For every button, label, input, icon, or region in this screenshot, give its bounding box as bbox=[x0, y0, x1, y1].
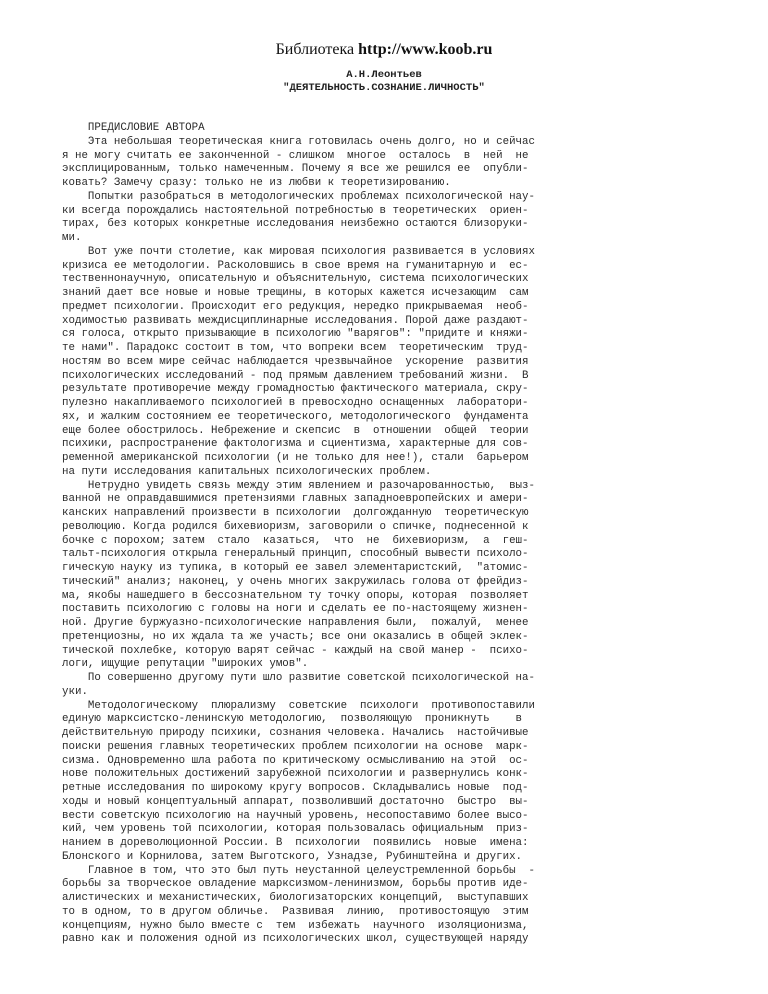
text-line: тальт-психология открыла генеральный принцип, способный вывести психоло- bbox=[62, 548, 529, 561]
text-line: то в одном, то в другом обличье. Развивая линию, противостоящую этим bbox=[62, 905, 529, 918]
text-line: ми. bbox=[62, 232, 82, 244]
text-line: тественнонаучную, описательную и объяснительную, система психологических bbox=[62, 273, 529, 286]
text-line: Главное в том, что это был путь неустанной целеустремленной борьбы - bbox=[62, 864, 535, 877]
text-line: нове положительных достижений зарубежной психологии и развернулись конк- bbox=[62, 768, 529, 781]
text-line: Вот уже почти столетие, как мировая психология развивается в условиях bbox=[62, 245, 535, 258]
text-line: ма, якобы нашедшего в бессознательном ту точку опоры, которая позволяет bbox=[62, 589, 529, 602]
text-line: ной. Другие буржуазно-психологические направления были, пожалуй, менее bbox=[62, 617, 529, 629]
text-line: канских направлений произвести в психологии долгожданную теоретическую bbox=[62, 507, 529, 519]
text-line: Попытки разобраться в методологических проблемах психологической нау- bbox=[62, 190, 535, 203]
text-line: претенциозны, но их ждала та же участь; все они оказались в общей эклек- bbox=[62, 630, 529, 643]
text-line: я не могу считать ее законченной - слишком многое осталось в ней не bbox=[62, 149, 529, 162]
text-line: ся голоса, открыто призывающие в психологию "варягов": "придите и княжи- bbox=[62, 328, 529, 341]
book-title: "ДЕЯТЕЛЬНОСТЬ.СОЗНАНИЕ.ЛИЧНОСТЬ" bbox=[283, 82, 485, 94]
text-line: ковать? Замечу сразу: только не из любви к теоретизированию. bbox=[62, 177, 451, 189]
text-line: те нами". Парадокс состоит в том, что вопреки всем теоретическим труд- bbox=[62, 342, 529, 354]
text-line: ходимостью развивать междисциплинарные исследования. Порой даже раздают- bbox=[62, 314, 529, 327]
library-header bbox=[0, 41, 768, 59]
text-line: действительную природу психики, сознания человека. Начались настойчивые bbox=[62, 727, 529, 739]
text-line: психологических исследований - под прямым давлением требований жизни. В bbox=[62, 369, 529, 382]
text-line: революцию. Когда родился бихевиоризм, заговорили о спичке, поднесенной к bbox=[62, 520, 529, 533]
text-line: кий, чем уровень той психологии, которая пользовалась официальным приз- bbox=[62, 823, 529, 836]
text-line: бочке с порохом; затем стало казаться, что не бихевиоризм, а геш- bbox=[62, 534, 529, 547]
library-label: Библиотека bbox=[275, 41, 355, 58]
text-line: Нетрудно увидеть связь между этим явлением и разочарованностью, выз- bbox=[62, 479, 535, 492]
text-line: поиски решения главных теоретических проблем психологии на основе марк- bbox=[62, 740, 529, 753]
text-line: уки. bbox=[62, 685, 88, 698]
text-line: тической похлебке, которую варят сейчас - каждый на свой манер - психо- bbox=[62, 644, 529, 657]
text-line: кризиса ее методологии. Расколовшись в свое время на гуманитарную и ес- bbox=[62, 259, 529, 272]
text-line: Методологическому плюрализму советские психологи противопоставили bbox=[62, 699, 535, 712]
text-line: результате противоречие между громадностью фактического материала, скру- bbox=[62, 383, 529, 396]
text-line: ки всегда порождались настоятельной потребностью в теоретических ориен- bbox=[62, 204, 529, 217]
text-line: гическую науку из тупика, в который ее завел элементаристский, "атомис- bbox=[62, 562, 529, 574]
text-line: алистических и механистических, биологизаторских концепций, выступавших bbox=[62, 892, 529, 904]
text-line: пулезно накапливаемого психологией в превосходно оснащенных лаборатори- bbox=[62, 397, 529, 409]
text-line: еще более обострилось. Небрежение и скепсис в отношении общей теории bbox=[62, 424, 529, 437]
text-line: тический" анализ; наконец, у очень многих закружилась голова от фрейдиз- bbox=[62, 575, 529, 588]
text-line: знаний дает все новые и новые трещины, в которых кажется исчезающим сам bbox=[62, 287, 529, 299]
text-line: Блонского и Корнилова, затем Выготского, Узнадзе, Рубинштейна и других. bbox=[62, 850, 523, 863]
text-line: концепциям, нужно было вместе с тем избежать научного изоляционизма, bbox=[62, 919, 529, 932]
text-line: Эта небольшая теоретическая книга готовилась очень долго, но и сейчас bbox=[62, 135, 535, 148]
text-line: равно как и положения одной из психологических школ, существующей наряду bbox=[62, 933, 529, 946]
text-line: ретные исследования по широкому кругу вопросов. Складывались новые под- bbox=[62, 782, 529, 794]
text-line: поставить психологию с головы на ноги и сделать ее по-настоящему жизнен- bbox=[62, 603, 529, 616]
text-line: эксплицированным, только намеченным. Почему я все же решился ее опубли- bbox=[62, 163, 529, 176]
text-line: на пути исследования капитальных психологических проблем. bbox=[62, 465, 432, 478]
text-line: борьбы за творческое овладение марксизмом-ленинизмом, борьбы против иде- bbox=[62, 878, 529, 891]
text-line: ванной не оправдавшимися претензиями главных западноевропейских и амери- bbox=[62, 493, 529, 506]
text-line: предмет психологии. Происходит его редукция, нередко прикрываемая необ- bbox=[62, 300, 529, 313]
text-line: вести советскую психологию на научный уровень, несопоставимо более высо- bbox=[62, 809, 529, 822]
text-line: единую марксистско-ленинскую методологию, позволяющую проникнуть в bbox=[62, 713, 523, 726]
author-name: А.Н.Леонтьев bbox=[346, 69, 422, 81]
text-line: По совершенно другому пути шло развитие советской психологической на- bbox=[62, 672, 535, 684]
text-line: тирах, без которых конкретные исследования неизбежно остаются близоруки- bbox=[62, 218, 529, 231]
text-line: психики, распространение фактологизма и сциентизма, характерные для сов- bbox=[62, 438, 529, 451]
text-line: ях, и жалким состоянием ее теоретического, методологического фундамента bbox=[62, 410, 529, 423]
text-line: ременной американской психологии (и не только для нее!), стали барьером bbox=[62, 452, 529, 464]
text-line: логи, ищущие репутации "широких умов". bbox=[62, 658, 309, 671]
text-line: ностям во всем мире сейчас наблюдается чрезвычайное ускорение развития bbox=[62, 355, 529, 368]
text-line: ходы и новый концептуальный аппарат, позволивший достаточно быстро вы- bbox=[62, 795, 529, 808]
library-url-link[interactable]: http://www.koob.ru bbox=[358, 41, 493, 58]
text-line: сизма. Одновременно шла работа по критическому осмысливанию на этой ос- bbox=[62, 754, 529, 767]
text-line: нанием в дореволюционной России. В психологии появились новые имена: bbox=[62, 837, 529, 849]
section-heading: ПРЕДИСЛОВИЕ АВТОРА bbox=[62, 122, 205, 134]
preface-text bbox=[62, 122, 712, 947]
